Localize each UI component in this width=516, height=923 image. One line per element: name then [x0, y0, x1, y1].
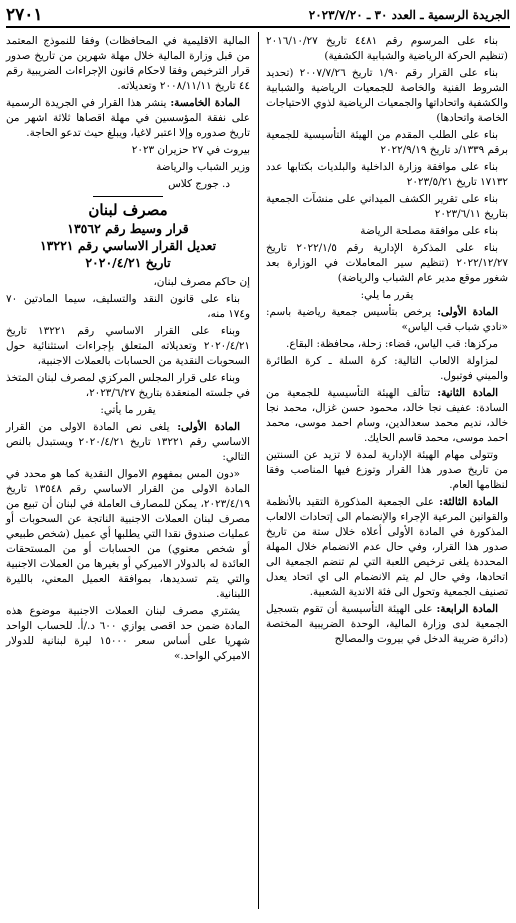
signature-title: وزير الشباب والرياضة — [156, 161, 250, 173]
paragraph — [266, 602, 508, 647]
signature-place-date: بيروت في ٢٧ حزيران ٢٠٢٣ — [131, 144, 250, 156]
paragraph — [266, 288, 508, 303]
paragraph-text: بناء على تقرير الكشف الميداني على منشآت الجمعية بتاريخ ٢٠٢٣/٦/١١ — [266, 193, 508, 220]
paragraph-text: يلغى نص المادة الاولى من القرار الاساسي رقم ١٣٢٢١ تاريخ ٢٠٢٠/٤/٢١ ويستبدل بالنص التالي: — [6, 421, 251, 463]
left-column — [6, 34, 250, 666]
paragraph-text: مركزها: قب الياس، قضاء: زحلة، محافظة: البقاع. — [286, 338, 498, 350]
paragraph-text: وتتولى مهام الهيئة الإدارية لمدة لا تزيد عن السنتين من تاريخ صدور هذا القرار وتوزع فيها المناصب وفقا لنظامها العام. — [266, 449, 508, 491]
paragraph — [6, 467, 250, 602]
paragraph-text: وبناء على القرار الاساسي رقم ١٣٢٢١ تاريخ ٢٠٢٠/٤/٢١ وتعديلاته المتعلق بإجراءات استثنائية حول السحوبات النقدية من الحسابات بالعملات الاجنبية، — [6, 325, 250, 367]
article-label: المادة الثالثة: — [439, 496, 498, 508]
paragraph-text: بناء على المرسوم رقم ٤٤٨١ تاريخ ٢٠١٦/١٠/٢٧ (تنظيم الحركة الرياضية والشبابية الكشفية) — [266, 35, 508, 62]
paragraph-text: إن حاكم مصرف لبنان، — [153, 276, 250, 288]
paragraph — [6, 604, 250, 664]
signature-name: د. جورج كلاس — [168, 178, 230, 190]
paragraph-text: بناء على القرار رقم ١/٩٠ تاريخ ٢٠٠٧/٧/٢٦ (تحديد الشروط الفنية والخاصة للجمعيات الرياضية والشبابية والكشفية واتحاداتها والجمعيات الرياضية لذوي الاحتياجات الخاصة واتحادها) — [266, 67, 508, 124]
paragraph-text: يقرر ما يأتي: — [100, 404, 156, 416]
paragraph — [266, 448, 508, 493]
paragraph-text: تتألف الهيئة التأسيسية للجمعية من السادة: عفيف نجا خالد، محمود حسن غزال، محمد نجا خالد، نديم محمد سعدالدين، وسام احمد موسى، محمد احمد موسى، محمد قاسم الحايك. — [266, 387, 508, 444]
page-number: ٢٧٠١ — [6, 5, 43, 25]
paragraph-text: وبناء على قرار المجلس المركزي لمصرف لبنان المتخذ في جلسته المنعقدة بتاريخ ٢٠٢٣/٦/٢٧، — [6, 372, 250, 399]
paragraph-text: على الجمعية المذكورة التقيد بالأنظمة والقوانين المرعية الإجراء والإنضمام الى إتحادات الالعاب المذكورة في المادة الأولى أعلاه خلال ستة من تاريخ صدور هذا القرار، وفي حال عدم الانضمام خلال المهلة المحددة يلغى ترخيص اللعبة التي لم تنضم الجمعية الى اتحادها، وفي حال لم يتم الانضمام الى اي اتحاد يعدل تصنيف الجمعية وتحول الى فئة الاندية الشعبية. — [266, 496, 508, 598]
paragraph — [266, 66, 508, 126]
paragraph — [6, 292, 250, 322]
paragraph — [6, 371, 250, 401]
paragraph — [266, 337, 508, 352]
paragraph-text: يرخص بتأسيس جمعية رياضية باسم: «نادي شباب قب الياس» — [266, 306, 508, 333]
paragraph-text: على الهيئة التأسيسية أن تقوم بتسجيل الجمعية لدى وزارة المالية، الوحدة الضريبية المختصة (دائرة ضريبة الدخل في بيروت والمصالح — [266, 603, 508, 645]
paragraph — [6, 34, 250, 94]
paragraph — [6, 403, 250, 418]
paragraph-text: لمزاولة الالعاب التالية: كرة السلة ـ كرة الطائرة والميني فوتبول. — [266, 355, 508, 382]
paragraph — [266, 160, 508, 190]
paragraph-text: ينشر هذا القرار في الجريدة الرسمية على نفقة المؤسسين في مهلة اقصاها ثلاثة اشهر من تاريخ صدوره وإلا اعتبر لاغيا، ويبلغ حيث تدعو الحاجة. — [6, 97, 250, 139]
decision-date-line: تاريخ ٢٠٢٠/٤/٢١ — [85, 255, 171, 270]
article-label: المادة الأولى: — [177, 421, 240, 433]
paragraph — [6, 96, 250, 141]
paragraph-text: بناء على الطلب المقدم من الهيئة التأسيسية للجمعية برقم ١٣٣٩/د تاريخ ٢٠٢٢/٩/١٩ — [266, 129, 508, 156]
paragraph-text: يشتري مصرف لبنان العملات الاجنبية موضوع هذه المادة ضمن حد اقصى يوازي ٦٠٠ د./أ. للحساب الواحد شهريا على أساس سعر ١٥٠٠٠ ليرة لبنانية للدولار الاميركي الواحد.» — [6, 605, 251, 662]
page-header — [6, 4, 510, 28]
column-divider — [258, 32, 259, 909]
paragraph — [266, 241, 508, 286]
paragraph — [6, 324, 250, 369]
article-label: المادة الخامسة: — [170, 97, 240, 109]
paragraph — [266, 305, 508, 335]
paragraph — [6, 275, 250, 290]
paragraph-text: بناء على موافقة وزارة الداخلية والبلديات بكتابها عدد ١٧١٣٢ تاريخ ٢٠٢٣/٥/٢١ — [266, 161, 508, 188]
paragraph — [266, 192, 508, 222]
paragraph-text: بناء على موافقة مصلحة الرياضة — [360, 225, 498, 237]
paragraph-text: بناء على قانون النقد والتسليف، سيما المادتين ٧٠ و١٧٤ منه، — [6, 293, 250, 320]
right-column — [266, 34, 508, 649]
article-label: المادة الأولى: — [437, 306, 498, 318]
article-label: المادة الثانية: — [437, 387, 499, 399]
paragraph-text: يقرر ما يلي: — [360, 289, 414, 301]
decision-title: قرار وسيط رقم ١٣٥٦٢ — [67, 221, 189, 236]
left-column-top — [6, 34, 250, 141]
paragraph-text: «دون المس بمفهوم الاموال النقدية كما هو محدد في المادة الاولى من القرار الاساسي رقم ١٣٥٤٨ تاريخ ٢٠٢٣/٤/١٩، يمكن للمصارف العاملة في لبنان أن تبيع من مصرف لبنان العملات الاجنبية الناتجة عن السحوبات أو عمليات صندوق نقدا التي يطلبها أي عميل (شخص طبيعي أو شخص معنوي) من الحسابات أو من المستحقات العائدة له بالدولار الاميركي أو بغيرها من العملات الاجنبية والتي يتم تسديدها، بموافقة العميل المعني، بالليرة اللبنانية. — [6, 468, 250, 600]
paragraph-text: بناء على المذكرة الإدارية رقم ٢٠٢٢/١/٥ تاريخ ٢٠٢٢/١٢/٢٧ (تنظيم سير المعاملات في الوزارة بعد شغور موقع مدير عام الشباب والرياضة) — [266, 242, 508, 284]
bank-heading: مصرف لبنان — [88, 201, 168, 219]
paragraph — [266, 495, 508, 600]
paragraph — [266, 224, 508, 239]
paragraph — [266, 34, 508, 64]
bank-paragraphs — [6, 275, 250, 664]
paragraph-text: المالية الاقليمية في المحافظات) وفقا للنموذج المعتمد من قبل وزارة المالية خلال مهلة شهرين من تاريخ صدور قرار الترخيص وفقا لاحكام قانون الإجراءات الضريبية رقم ٤٤ تاريخ ٢٠٠٨/١١/١١ وتعديلاته. — [6, 35, 250, 92]
paragraph — [266, 354, 508, 384]
article-label: المادة الرابعة: — [436, 603, 498, 615]
paragraph — [6, 420, 250, 465]
paragraph — [266, 128, 508, 158]
gazette-title: الجريدة الرسمية ـ العدد ٣٠ ـ ٢٠٢٣/٧/٢٠ — [308, 8, 510, 22]
paragraph — [266, 386, 508, 446]
section-separator — [93, 196, 163, 197]
decision-amend-line: تعديل القرار الاساسي رقم ١٣٢٢١ — [39, 238, 217, 253]
